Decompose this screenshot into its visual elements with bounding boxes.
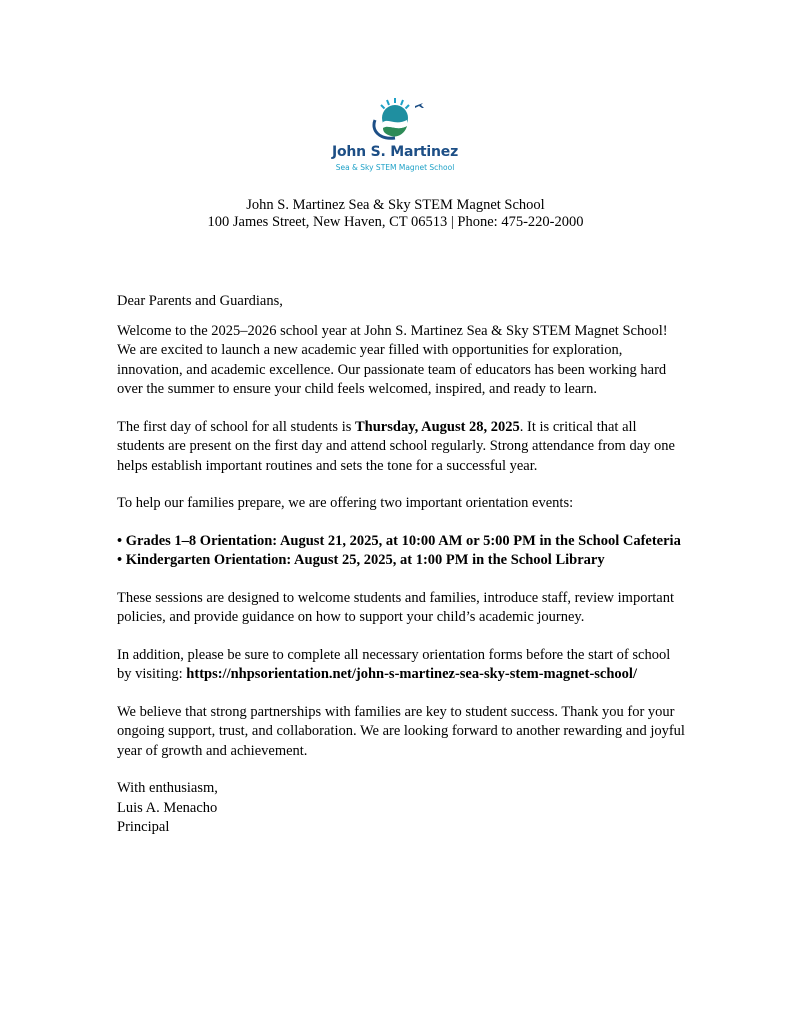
salutation: Dear Parents and Guardians, <box>117 293 283 309</box>
orientation-link[interactable]: https://nhpsorientation.net/john-s-martinez-sea-sky-stem-magnet-school/ <box>186 666 637 682</box>
paragraph-first-day <box>117 418 687 477</box>
school-name: John S. Martinez Sea & Sky STEM Magnet School <box>246 197 545 213</box>
paragraph-orientation-intro: To help our families prepare, we are offering two important orientation events: <box>117 495 574 511</box>
logo-name: John S. Martinez <box>331 144 459 160</box>
paragraph-forms <box>117 646 687 685</box>
paragraph-welcome: Welcome to the 2025–2026 school year at John S. Martinez Sea & Sky STEM Magnet School! We are excited to launch a new academic year filled with opportunities for exploration, innovation, and academic excellence. Our passionate team of educators has been working hard over the summer to ensure your child feels welcomed, inspired, and ready to learn. <box>117 322 668 397</box>
signer-title: Principal <box>117 819 170 835</box>
first-day-rest: . It is critical that all students are present on the first day and attend school regularly. Strong attendance from day one helps establish important routines and sets the tone for a successful year. <box>117 418 675 474</box>
school-logo <box>330 96 460 176</box>
closing: With enthusiasm, <box>117 780 218 796</box>
sun-wave-icon <box>365 96 425 142</box>
logo-tagline: Sea & Sky STEM Magnet School <box>335 163 455 172</box>
first-day-intro: The first day of school for all students is <box>117 418 355 435</box>
first-day-date: Thursday, August 28, 2025 <box>355 418 520 435</box>
signer-name: Luis A. Menacho <box>117 799 218 816</box>
paragraph-partnership: We believe that strong partnerships with families are key to student success. Thank you for your ongoing support, trust, and collaboration. We are looking forward to another rewarding and joyful year of growth and achievement. <box>117 703 685 759</box>
forms-text: In addition, please be sure to complete all necessary orientation forms before the start of school by visiting: <box>117 646 671 682</box>
letterhead <box>0 197 791 231</box>
orientation-grades-1-8: • Grades 1–8 Orientation: August 21, 2025, at 10:00 AM or 5:00 PM in the School Cafeteria <box>117 532 681 549</box>
paragraph-sessions: These sessions are designed to welcome students and families, introduce staff, review important policies, and provide guidance on how to support your child’s academic journey. <box>117 589 675 625</box>
school-address: 100 James Street, New Haven, CT 06513 | Phone: 475-220-2000 <box>207 214 584 230</box>
orientation-kindergarten: • Kindergarten Orientation: August 25, 2025, at 1:00 PM in the School Library <box>117 552 605 568</box>
letter-body <box>117 292 687 838</box>
